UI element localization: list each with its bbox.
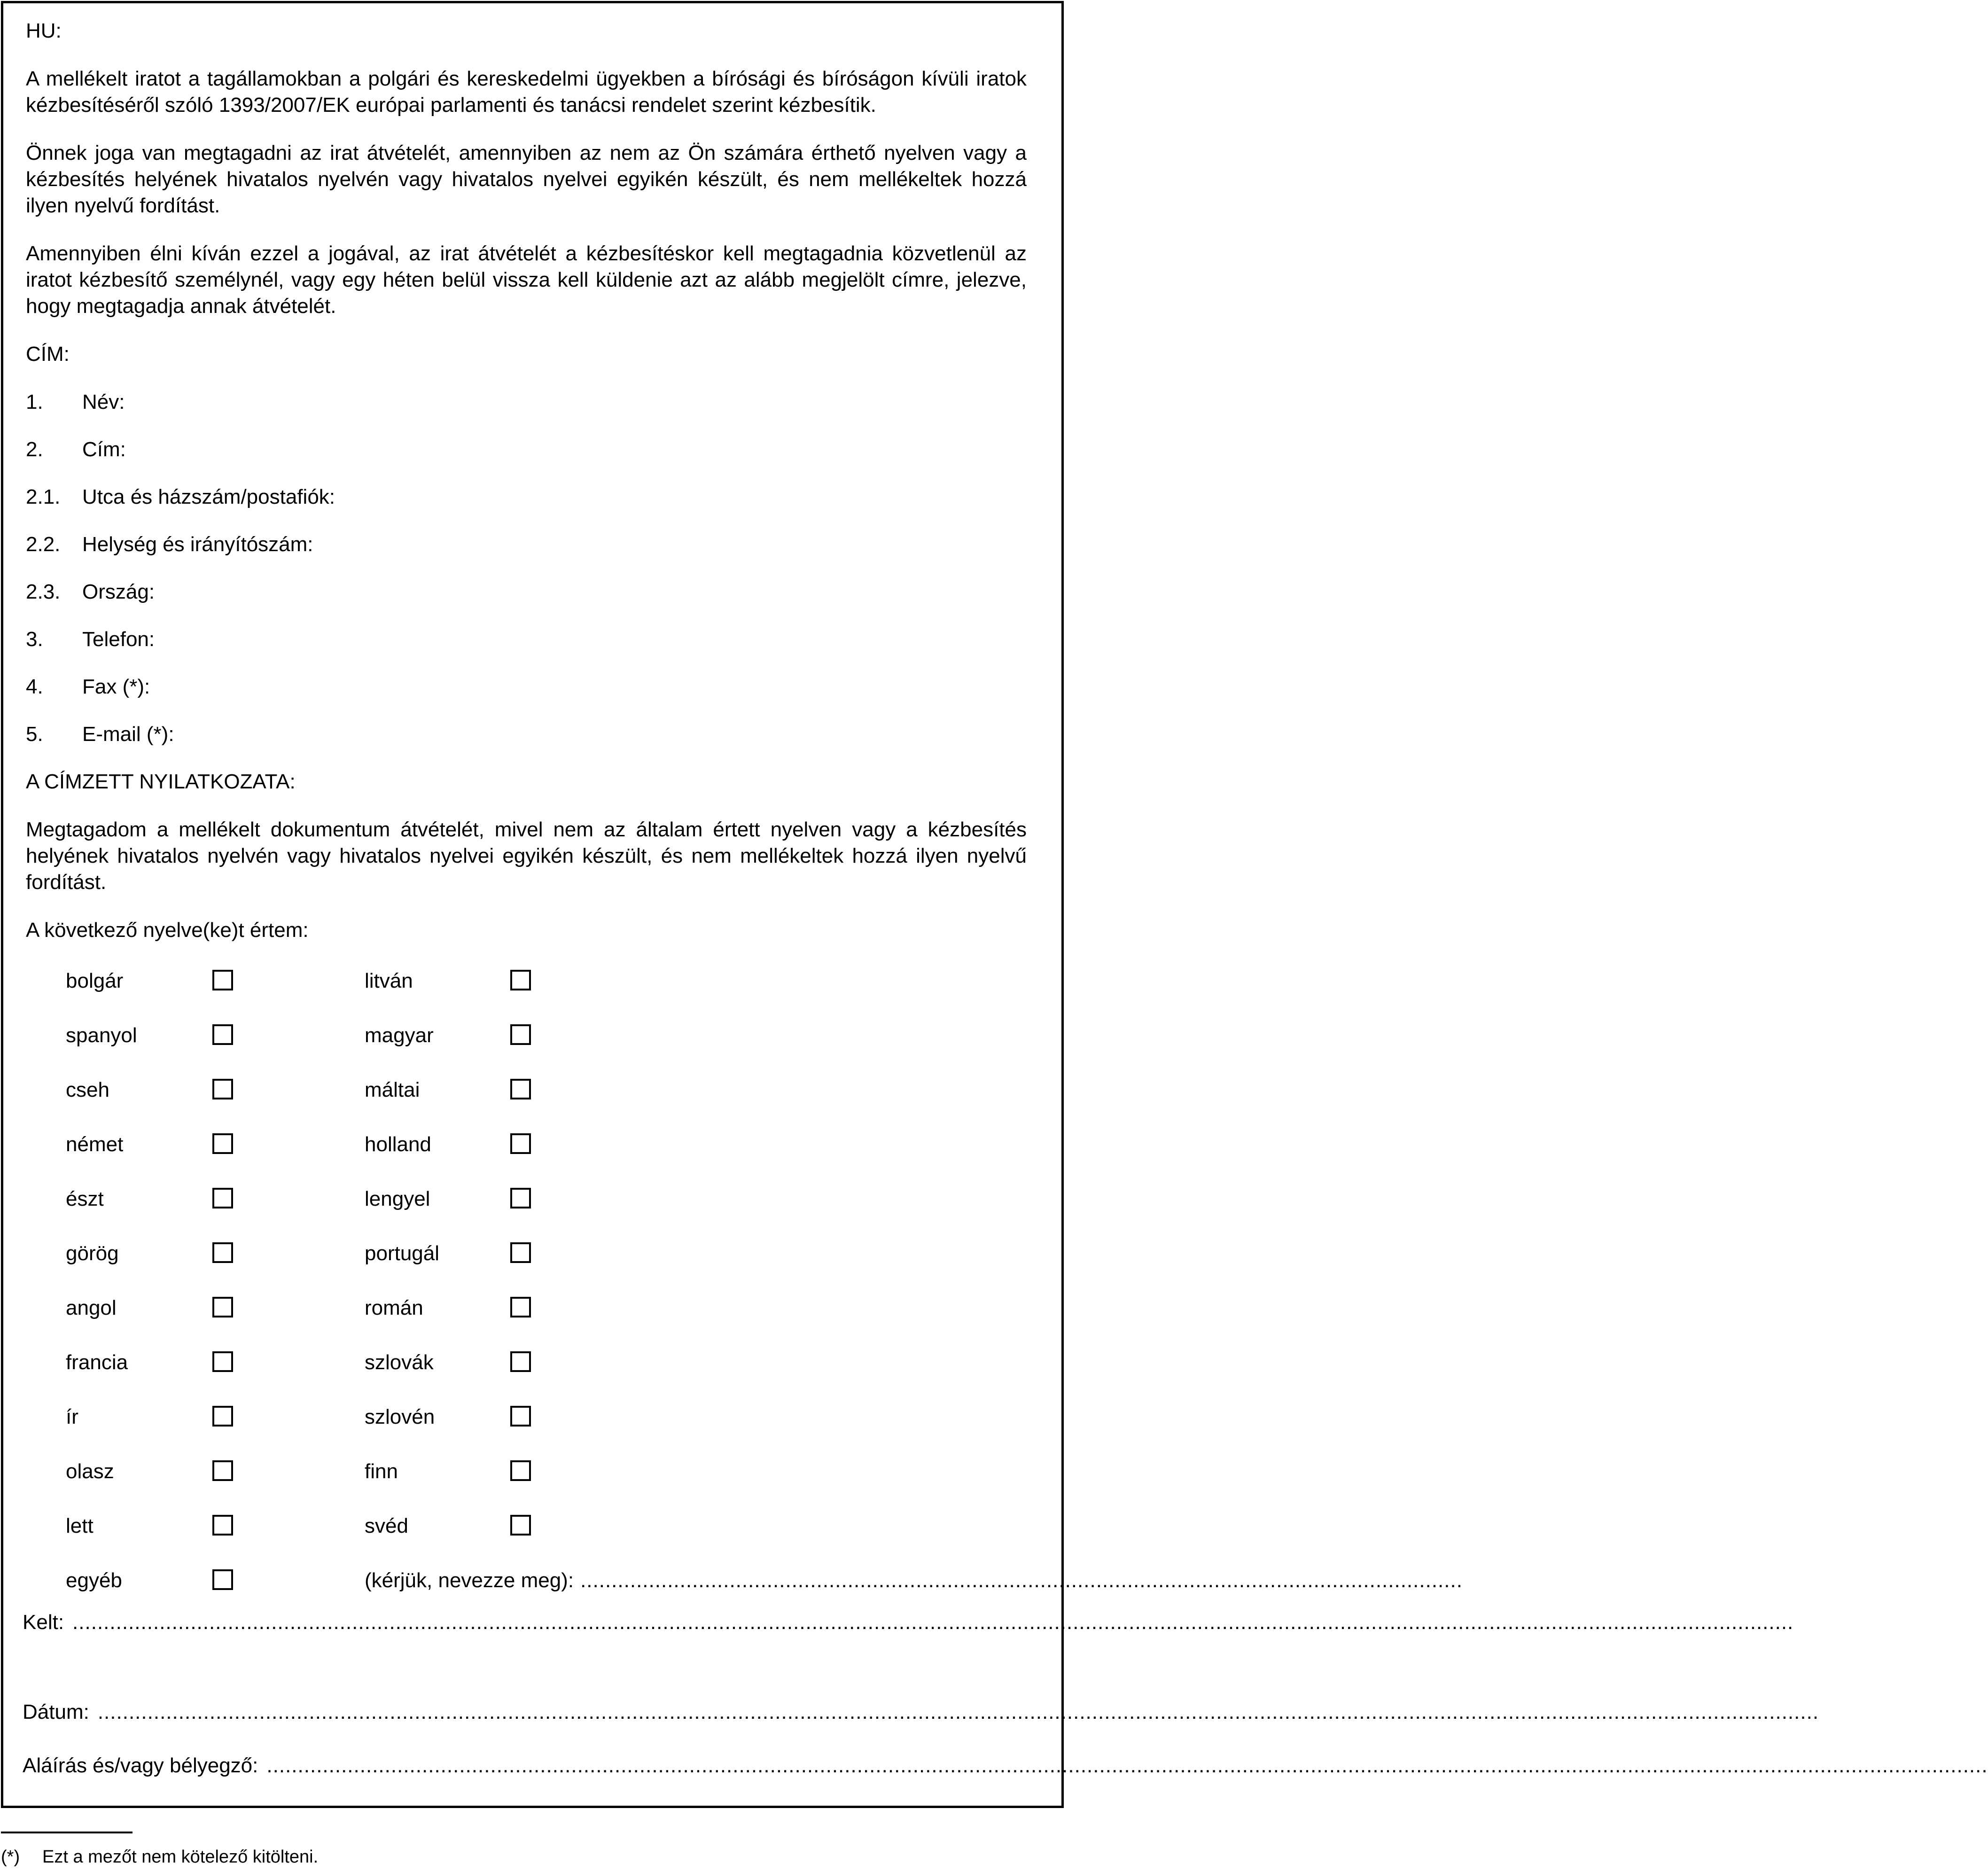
other-language-label: egyéb — [66, 1569, 122, 1592]
language-checkbox[interactable] — [510, 1406, 531, 1427]
language-checkbox-grid — [66, 968, 1463, 1622]
language-row — [66, 968, 1029, 1022]
declaration-heading: A CÍMZETT NYILATKOZATA: — [26, 770, 296, 793]
language-checkbox[interactable] — [212, 1351, 233, 1372]
intro-paragraph-1: A mellékelt iratot a tagállamokban a polgári és kereskedelmi ügyekben a bírósági és bíróságon kívüli iratok kézbesítéséről szóló 1393/2007/EK európai parlamenti és tanácsi rendelet szerint kézbesítik. — [26, 67, 1027, 117]
language-checkbox[interactable] — [510, 1297, 531, 1317]
language-row — [66, 1022, 1029, 1077]
item-label: Ország: — [82, 580, 155, 603]
language-checkbox[interactable] — [510, 1351, 531, 1372]
language-label: spanyol — [66, 1024, 137, 1047]
item-number: 2.2. — [26, 533, 61, 556]
language-label: cseh — [66, 1078, 109, 1101]
address-item-city — [26, 531, 1027, 558]
place-label: Kelt: — [23, 1611, 64, 1634]
language-label: francia — [66, 1351, 128, 1374]
language-label: szlovén — [365, 1405, 435, 1428]
language-label: lett — [66, 1514, 94, 1537]
language-label: olasz — [66, 1460, 114, 1483]
item-number: 3. — [26, 628, 43, 651]
language-label: angol — [66, 1296, 117, 1319]
item-label: Telefon: — [82, 628, 155, 651]
signature-field[interactable] — [23, 1753, 1988, 1779]
item-number: 2.3. — [26, 580, 61, 603]
language-checkbox[interactable] — [212, 1297, 233, 1317]
address-item-fax — [26, 674, 1027, 700]
language-row — [66, 1404, 1029, 1458]
language-label: ír — [66, 1405, 78, 1428]
language-checkbox[interactable] — [212, 1242, 233, 1263]
language-row — [66, 1131, 1029, 1186]
address-item-street — [26, 484, 1027, 510]
language-label: román — [365, 1296, 423, 1319]
intro-paragraph-2: Önnek joga van megtagadni az irat átvételét, amennyiben az nem az Ön számára érthető nyelven vagy a kézbesítés helyének hivatalos nyelvén vagy hivatalos nyelvei egyikén készült, és nem mellékeltek hozzá ilyen nyelvű fordítást. — [26, 141, 1027, 217]
date-label: Dátum: — [23, 1700, 89, 1723]
other-language-field[interactable] — [365, 1567, 1463, 1594]
item-label: Helység és irányítószám: — [82, 533, 313, 556]
place-field[interactable] — [23, 1609, 1794, 1636]
language-row — [66, 1186, 1029, 1240]
other-language-checkbox[interactable] — [212, 1569, 233, 1590]
language-label: görög — [66, 1242, 119, 1265]
language-label: litván — [365, 969, 413, 992]
dotted-line: ..................................................................................................................................................................................................................................................................................... — [97, 1700, 1819, 1723]
item-label: Név: — [82, 390, 125, 413]
language-checkbox[interactable] — [510, 1188, 531, 1208]
language-checkbox[interactable] — [510, 1079, 531, 1099]
language-checkbox[interactable] — [510, 1024, 531, 1045]
language-row — [66, 1513, 1029, 1567]
footnote-text: Ezt a mezőt nem kötelező kitölteni. — [42, 1847, 319, 1867]
language-checkbox[interactable] — [212, 1079, 233, 1099]
language-label: magyar — [365, 1024, 434, 1047]
language-checkbox[interactable] — [212, 1188, 233, 1208]
intro-paragraph-3: Amennyiben élni kíván ezzel a jogával, az irat átvételét a kézbesítéskor kell megtagadnia közvetlenül az iratot kézbesítő személynél, vagy egy héten belül vissza kell küldenie azt az alább megjelölt címre, jelezve, hogy megtagadja annak átvételét. — [26, 242, 1027, 318]
language-row — [66, 1349, 1029, 1404]
item-number: 4. — [26, 675, 43, 698]
item-number: 1. — [26, 390, 43, 413]
dotted-line: ..................................................................................................................................................................................................................................................................................... — [72, 1611, 1794, 1634]
language-row — [66, 1077, 1029, 1131]
address-item-email — [26, 721, 1027, 748]
language-label: lengyel — [365, 1187, 430, 1210]
footnote — [1, 1846, 318, 1868]
declaration-text: Megtagadom a mellékelt dokumentum átvételét, mivel nem az általam értett nyelven vagy a kézbesítés helyének hivatalos nyelvén vagy hivatalos nyelvei egyikén készült, és nem mellékeltek hozzá ilyen nyelvű fordítást. — [26, 818, 1027, 894]
address-heading: CÍM: — [26, 343, 70, 366]
language-checkbox[interactable] — [212, 1406, 233, 1427]
language-checkbox[interactable] — [510, 1460, 531, 1481]
language-row — [66, 1240, 1029, 1295]
item-label: Fax (*): — [82, 675, 150, 698]
language-label: svéd — [365, 1514, 408, 1537]
form-content — [26, 18, 1027, 965]
language-label: portugál — [365, 1242, 440, 1265]
language-label: német — [66, 1133, 124, 1156]
language-checkbox[interactable] — [510, 1133, 531, 1154]
language-row — [66, 1458, 1029, 1513]
language-checkbox[interactable] — [212, 1133, 233, 1154]
languages-intro: A következő nyelve(ke)t értem: — [26, 919, 309, 942]
item-number: 5. — [26, 723, 43, 746]
language-checkbox[interactable] — [212, 970, 233, 990]
item-label: E-mail (*): — [82, 723, 174, 746]
language-checkbox[interactable] — [212, 1460, 233, 1481]
footnote-rule — [1, 1832, 133, 1833]
language-row — [66, 1295, 1029, 1349]
language-code: HU: — [26, 19, 62, 42]
language-label: finn — [365, 1460, 398, 1483]
language-checkbox[interactable] — [510, 1515, 531, 1536]
language-label: bolgár — [66, 969, 124, 992]
language-label: szlovák — [365, 1351, 434, 1374]
item-label: Utca és házszám/postafiók: — [82, 485, 335, 508]
language-checkbox[interactable] — [212, 1515, 233, 1536]
language-checkbox[interactable] — [510, 1242, 531, 1263]
item-number: 2. — [26, 438, 43, 461]
footnote-mark: (*) — [1, 1847, 20, 1867]
language-label: észt — [66, 1187, 104, 1210]
item-label: Cím: — [82, 438, 126, 461]
signature-label: Aláírás és/vagy bélyegző: — [23, 1754, 258, 1777]
date-field[interactable] — [23, 1699, 1819, 1725]
language-label: holland — [365, 1133, 431, 1156]
address-item-phone — [26, 626, 1027, 653]
language-checkbox[interactable] — [212, 1024, 233, 1045]
language-label: máltai — [365, 1078, 420, 1101]
address-item-country — [26, 579, 1027, 605]
other-language-note: (kérjük, nevezze meg): — [365, 1569, 574, 1592]
dotted-line: .............................................................................................................................................. — [580, 1569, 1463, 1592]
address-item-name — [26, 389, 1027, 415]
dotted-line: ..................................................................................................................................................................................................................................................................................... — [266, 1754, 1988, 1777]
item-number: 2.1. — [26, 485, 61, 508]
language-checkbox[interactable] — [510, 970, 531, 990]
address-item-address — [26, 437, 1027, 463]
